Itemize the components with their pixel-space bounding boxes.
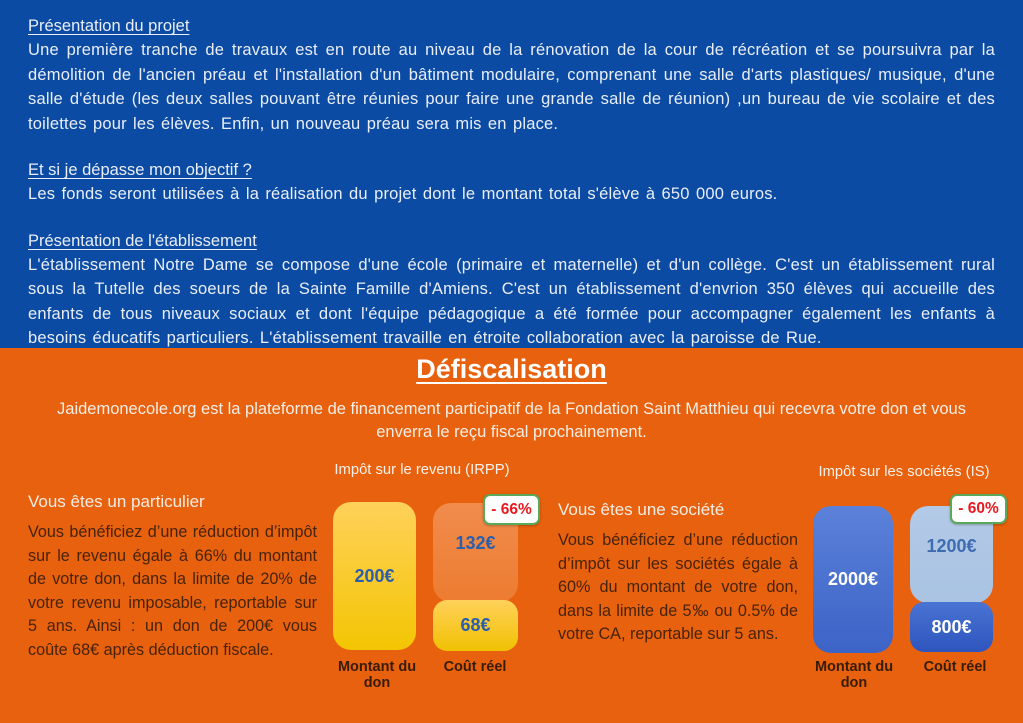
objective-block [28, 158, 995, 207]
irpp-cout-bar [433, 600, 518, 651]
particulier-heading: Vous êtes un particulier [28, 492, 205, 511]
project-presentation-heading: Présentation du projet [28, 17, 190, 35]
objective-heading: Et si je dépasse mon objectif ? [28, 161, 252, 179]
establishment-body: L'établissement Notre Dame se compose d'une école (primaire et maternelle) et d'un collège. C'est un établissement rural sous la Tutelle des soeurs de la Sainte Famille d'Amiens. C'est un établissement d'envrion 350 élèves qui accueille des enfants de tous niveaux sociaux et dont l'équipe pédagogique a été formée pour accompagner également les enfants à besoins éducatifs particuliers. L'établissement travaille en étroite collaboration avec la paroisse de Rue. [28, 255, 995, 347]
defiscalisation-subtitle: Jaidemonecole.org est la plateforme de financement participatif de la Fondation Saint Matthieu qui recevra votre don et vous enverra le reçu fiscal prochainement. [57, 400, 966, 441]
establishment-block [28, 229, 995, 351]
irpp-reduction-badge-label: - 66% [491, 500, 532, 518]
societe-block [558, 498, 798, 647]
irpp-don-value: 200€ [354, 565, 395, 586]
is-reduction-badge [950, 494, 1007, 524]
irpp-don-bar [333, 502, 416, 650]
is-chart-title: Impôt sur les sociétés (IS) [818, 464, 990, 480]
is-cout-bar [910, 602, 993, 652]
defiscalisation-section [0, 348, 1023, 723]
irpp-reduction-badge [483, 494, 540, 525]
societe-heading: Vous êtes une société [558, 500, 725, 519]
irpp-cout-value: 68€ [460, 615, 491, 635]
irpp-cout-caption: Coût réel [443, 659, 507, 675]
project-presentation-body: Une première tranche de travaux est en route au niveau de la rénovation de la cour de récréation et se poursuivra par la démolition de l'ancien préau et l'installation d'un bâtiment modulaire, comprenant une salle d'arts plastiques/ musique, d'une salle d'étude (les deux salles pouvant être réunies pour faire une grande salle de réunion) ,un bureau de vie scolaire et des toilettes pour les élèves. Enfin, un nouveau préau sera mis en place. [28, 41, 995, 133]
objective-body: Les fonds seront utilisées à la réalisation du projet dont le montant total s'élève à 650 000 euros. [28, 185, 778, 203]
project-presentation-block [28, 14, 995, 136]
irpp-don-caption: Montant du don [337, 659, 417, 691]
is-cout-caption: Coût réel [923, 659, 987, 675]
societe-body: Vous bénéficiez d’une réduction d’impôt sur les sociétés égale à 60% du montant de votre don, dans la limite de 5‰ ou 0.5% de votre CA, reportable sur 5 ans. [558, 531, 798, 644]
particulier-body: Vous bénéficiez d’une réduction d’impôt sur le revenu égale à 66% du montant de votre don, dans la limite de 20% de votre revenu imposable, reportable sur 5 ans. Ainsi : un don de 200€ vous coûte 68€ après déduction fiscale. [28, 523, 317, 659]
irpp-reduction-value: 132€ [455, 533, 496, 553]
is-don-value: 2000€ [827, 569, 879, 589]
is-cout-value: 800€ [931, 616, 972, 637]
is-don-caption: Montant du don [814, 659, 894, 691]
defiscalisation-title: Défiscalisation [416, 354, 607, 384]
particulier-block [28, 490, 317, 663]
project-info-section [0, 0, 1023, 348]
is-don-bar [813, 506, 893, 653]
is-reduction-badge-label: - 60% [958, 500, 999, 517]
irpp-chart-title: Impôt sur le revenu (IRPP) [334, 462, 510, 478]
establishment-heading: Présentation de l'établissement [28, 231, 257, 250]
is-reduction-value: 1200€ [926, 536, 977, 556]
